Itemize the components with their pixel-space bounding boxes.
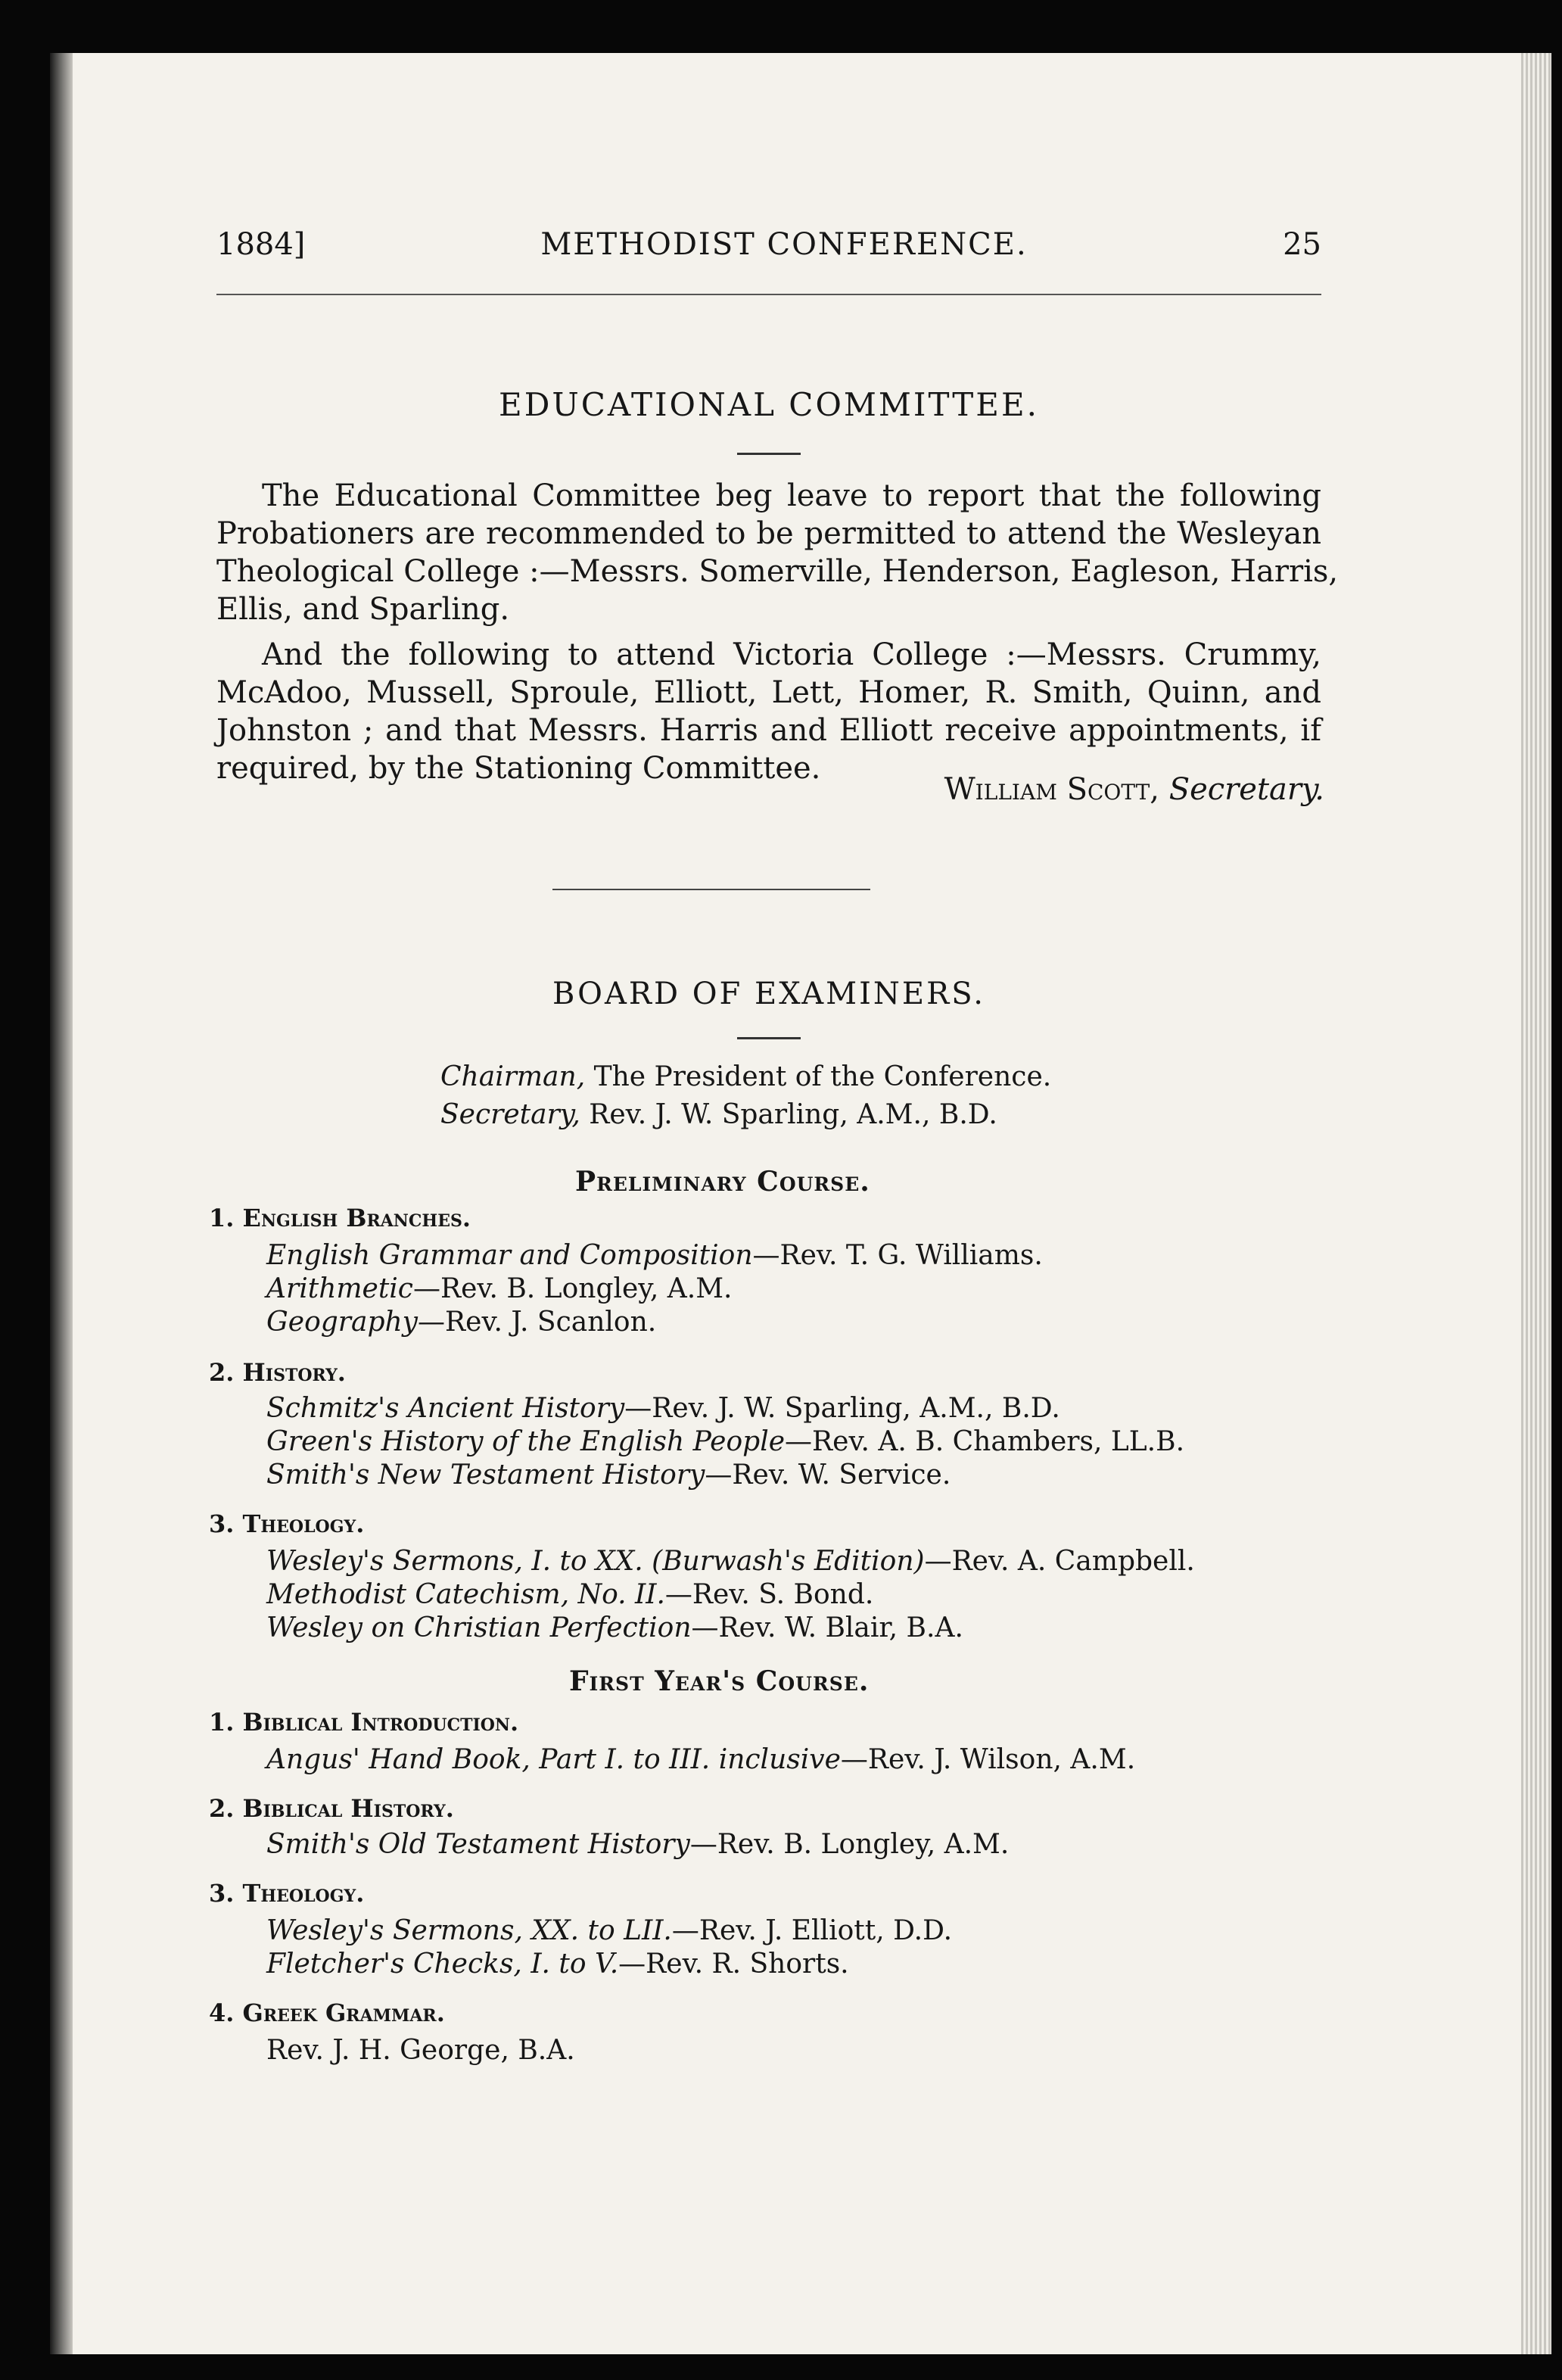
secretary-label: Secretary,	[440, 1099, 580, 1130]
course-entry	[266, 1949, 849, 1980]
chairman-label: Chairman,	[440, 1061, 586, 1092]
examiner: —Rev. J. Wilson, A.M.	[840, 1744, 1136, 1775]
section-title: 2. History.	[209, 1358, 346, 1387]
chairman-line	[440, 1061, 1051, 1092]
section-title: 3. Theology.	[209, 1509, 365, 1538]
signature-role: Secretary.	[1168, 772, 1324, 807]
book-title: Wesley on Christian Perfection	[266, 1612, 692, 1643]
signature-name: William Scott,	[944, 772, 1159, 807]
examiner: —Rev. W. Blair, B.A.	[691, 1612, 963, 1643]
book-title: Smith's Old Testament History	[266, 1829, 690, 1860]
examiner: —Rev. J. Scanlon.	[418, 1307, 657, 1338]
secretary-line	[440, 1099, 997, 1130]
examiner: —Rev. A. Campbell.	[924, 1546, 1195, 1577]
book-title: Green's History of the English People	[266, 1426, 786, 1457]
paragraph-line: Johnston ; and that Messrs. Harris and Elliott receive appointments, if	[216, 713, 1321, 748]
paragraph-line: McAdoo, Mussell, Sproule, Elliott, Lett, Homer, R. Smith, Quinn, and	[216, 675, 1321, 710]
book-title: Wesley's Sermons, I. to XX. (Burwash's Edition)	[266, 1546, 925, 1577]
examiner: —Rev. A. B. Chambers, LL.B.	[785, 1426, 1185, 1457]
section-title: 4. Greek Grammar.	[209, 1998, 445, 2027]
board-of-examiners-heading: BOARD OF EXAMINERS.	[552, 977, 985, 1011]
examiner: —Rev. W. Service.	[705, 1459, 951, 1491]
section-title: 2. Biblical History.	[209, 1794, 454, 1823]
paragraph-line: required, by the Stationing Committee.	[216, 751, 821, 786]
examiner: —Rev. B. Longley, A.M.	[689, 1829, 1010, 1860]
heading-rule	[737, 1037, 801, 1039]
course-entry	[266, 1579, 873, 1610]
examiner: —Rev. R. Shorts.	[618, 1949, 849, 1980]
page-gutter-shadow	[50, 53, 73, 2354]
course-entry	[266, 1546, 1195, 1577]
educational-committee-heading: EDUCATIONAL COMMITTEE.	[499, 386, 1039, 423]
page-number: 25	[1283, 227, 1321, 262]
course-entry	[266, 1612, 963, 1643]
book-title: Geography	[266, 1307, 419, 1338]
paragraph-line: And the following to attend Victoria College :—Messrs. Crummy,	[262, 637, 1321, 672]
book-title: Fletcher's Checks, I. to V.	[266, 1949, 619, 1980]
paragraph-line: Ellis, and Sparling.	[216, 592, 510, 627]
paragraph-line: Theological College :—Messrs. Somerville, Henderson, Eagleson, Harris,	[216, 554, 1339, 589]
committee-paragraph-1	[216, 477, 1339, 628]
course-entry	[266, 2035, 575, 2066]
page-stack-edge	[1521, 53, 1551, 2354]
section-title: 1. Biblical Introduction.	[209, 1708, 519, 1737]
examiner: —Rev. S. Bond.	[664, 1579, 874, 1610]
first-years-course-heading: First Year's Course.	[569, 1665, 870, 1697]
chairman-value: The President of the Conference.	[593, 1061, 1052, 1092]
paragraph-line: The Educational Committee beg leave to report that the following	[262, 478, 1321, 513]
running-head-title: METHODIST CONFERENCE.	[540, 227, 1028, 262]
section-title: 1. English Branches.	[209, 1204, 471, 1232]
committee-paragraph-2	[216, 636, 1321, 787]
committee-signature	[944, 772, 1324, 807]
book-title: Angus' Hand Book, Part I. to III. inclusive	[266, 1744, 841, 1775]
examiner: —Rev. T. G. Williams.	[752, 1240, 1043, 1271]
course-entry	[266, 1829, 1009, 1860]
book-title: Wesley's Sermons, XX. to LII.	[266, 1915, 672, 1946]
course-entry	[266, 1459, 951, 1491]
book-title: Smith's New Testament History	[266, 1459, 705, 1491]
running-head	[216, 227, 1321, 273]
examiner: Rev. J. H. George, B.A.	[266, 2035, 575, 2066]
course-entry	[266, 1273, 733, 1304]
course-entry	[266, 1744, 1135, 1775]
book-title: Methodist Catechism, No. II.	[266, 1579, 665, 1610]
examiner: —Rev. J. W. Sparling, A.M., B.D.	[624, 1393, 1060, 1424]
examiner: —Rev. J. Elliott, D.D.	[671, 1915, 953, 1946]
course-entry	[266, 1915, 952, 1946]
book-page	[73, 53, 1526, 2354]
course-entry	[266, 1307, 656, 1338]
examiner: —Rev. B. Longley, A.M.	[412, 1273, 733, 1304]
running-head-year: 1884]	[216, 227, 306, 262]
book-title: Schmitz's Ancient History	[266, 1393, 625, 1424]
course-entry	[266, 1240, 1043, 1271]
book-title: Arithmetic	[266, 1273, 413, 1304]
header-rule	[216, 294, 1321, 295]
section-divider-rule	[552, 889, 870, 890]
book-title: English Grammar and Composition	[266, 1240, 753, 1271]
heading-rule	[737, 453, 801, 455]
preliminary-course-heading: Preliminary Course.	[575, 1166, 870, 1198]
course-entry	[266, 1426, 1184, 1457]
secretary-value: Rev. J. W. Sparling, A.M., B.D.	[589, 1099, 997, 1130]
section-title: 3. Theology.	[209, 1879, 365, 1908]
paragraph-line: Probationers are recommended to be permitted to attend the Wesleyan	[216, 516, 1321, 551]
course-entry	[266, 1393, 1060, 1424]
